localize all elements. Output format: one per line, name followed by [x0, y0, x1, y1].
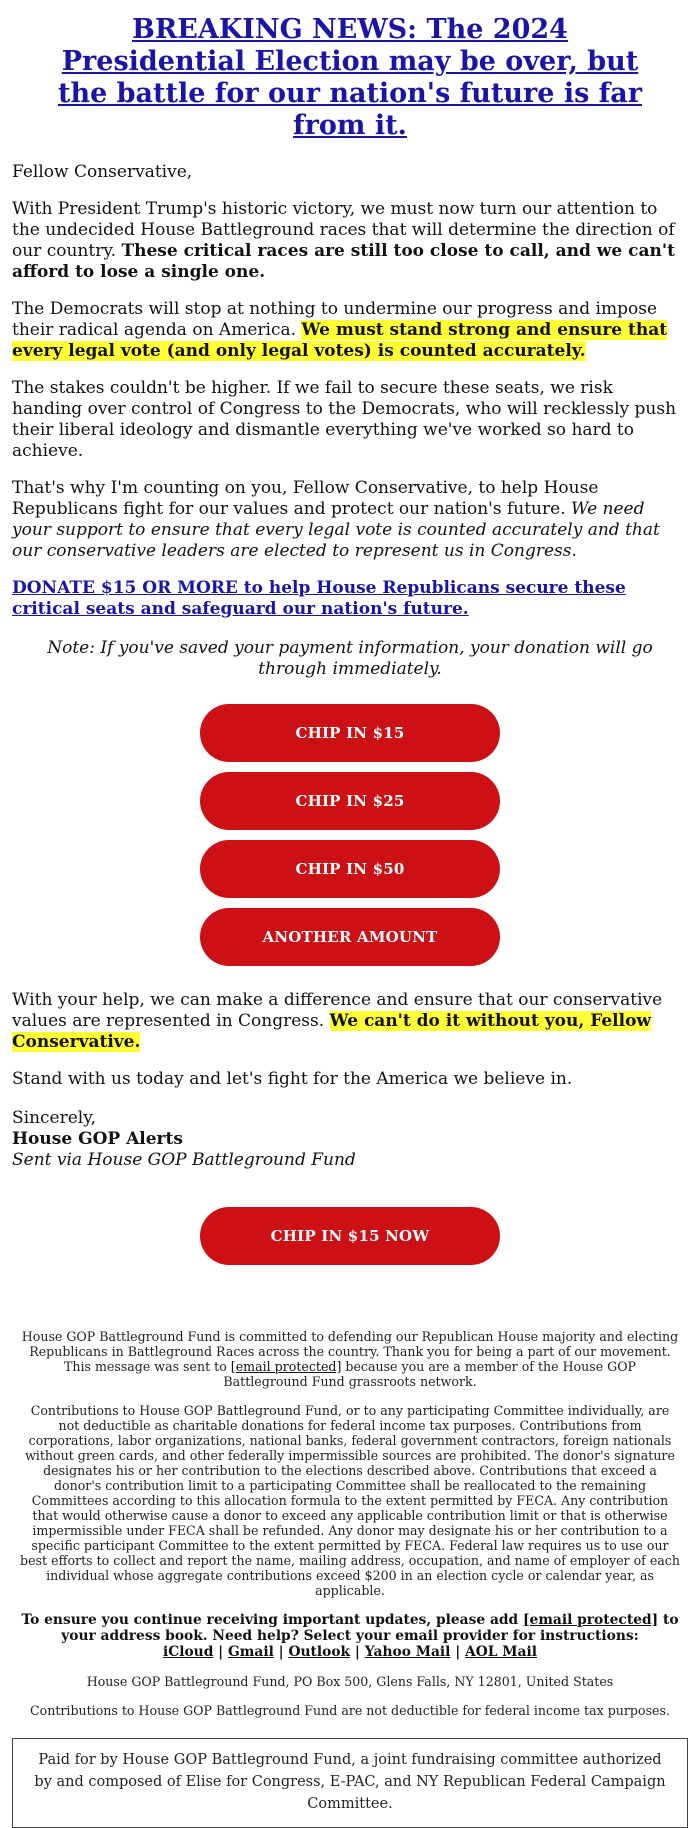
paragraph-2-text: The Democrats will stop at nothing to undermine our progress and impose their radical agenda on America.	[12, 299, 658, 340]
greeting: Fellow Conservative,	[12, 162, 193, 182]
footer-about-1: House GOP Battleground Fund is committed to defending our Republican House majority and electing Republicans in Battleground Races across the country. Thank you for being a part of our movement. This message was sent to	[21, 1329, 679, 1374]
paragraph-5	[12, 990, 688, 1053]
provider-separator: |	[213, 1644, 229, 1660]
paragraph-4-text: That's why I'm counting on you, Fellow Conservative, to help House Republicans fight for our values and protect our nation's future.	[12, 478, 599, 519]
paragraph-3: The stakes couldn't be higher. If we fail to secure these seats, we risk handing over control of Congress to the Democrats, who will recklessly push their liberal ideology and dismantle everything we've worked so hard to achieve.	[12, 378, 677, 461]
paragraph-1-bold: These critical races are still too close to call, and we can't afford to lose a single one.	[12, 241, 675, 282]
provider-link-icloud[interactable]: iCloud	[163, 1644, 214, 1660]
footer	[12, 1329, 688, 1828]
footer-address-book	[20, 1612, 680, 1660]
signoff-sub: Sent via House GOP Battleground Fund	[12, 1150, 356, 1170]
footer-email-link[interactable]: [email protected]	[230, 1359, 342, 1374]
footer-mailing-address: House GOP Battleground Fund, PO Box 500, Glens Falls, NY 12801, United States	[86, 1674, 614, 1689]
final-button-row	[12, 1207, 688, 1265]
chip-in-25-button[interactable]: CHIP IN $25	[200, 772, 500, 830]
provider-link-gmail[interactable]: Gmail	[228, 1644, 274, 1660]
provider-link-yahoo[interactable]: Yahoo Mail	[364, 1644, 451, 1660]
headline-link[interactable]: BREAKING NEWS: The 2024 Presidential Election may be over, but the battle for our nation's future is far from it.	[57, 14, 643, 141]
paragraph-5-text: With your help, we can make a difference and ensure that our conservative values are represented in Congress.	[12, 990, 663, 1031]
paragraph-5-highlight: We can't do it without you, Fellow Conservative.	[12, 1011, 652, 1052]
paragraph-2	[12, 299, 688, 362]
donate-paragraph	[12, 578, 688, 620]
paid-for-box: Paid for by House GOP Battleground Fund, a joint fundraising committee authorized by and composed of Elise for Congress, E-PAC, and NY Republican Federal Campaign Committee.	[12, 1738, 688, 1828]
provider-separator: |	[273, 1644, 289, 1660]
chip-in-15-now-button[interactable]: CHIP IN $15 NOW	[200, 1207, 500, 1265]
provider-link-aol[interactable]: AOL Mail	[465, 1644, 537, 1660]
provider-link-outlook[interactable]: Outlook	[288, 1644, 351, 1660]
paragraph-1	[12, 199, 688, 283]
donation-buttons	[12, 704, 688, 966]
another-amount-button[interactable]: ANOTHER AMOUNT	[200, 908, 500, 966]
footer-address-book-1: To ensure you continue receiving important updates, please add	[21, 1612, 524, 1628]
paragraph-6: Stand with us today and let's fight for the America we believe in.	[12, 1069, 573, 1089]
footer-legal: Contributions to House GOP Battleground Fund, or to any participating Committee individually, are not deductible as charitable donations for federal income tax purposes. Contributions from corporations, labor organizations, national banks, federal government contractors, foreign nationals without green cards, and other federally impermissible sources are prohibited. The donor's signature designates his or her contribution to the elections described above. Contributions that exceed a donor's contribution limit to a participating Committee shall be reallocated to the remaining Committees according to this allocation formula to the extent permitted by FECA. Any contribution that would otherwise cause a donor to exceed any applicable contribution limit or that is otherwise impermissible under FECA shall be refunded. Any donor may designate his or her contribution to a specific participant Committee to the extent permitted by FECA. Federal law requires us to use our best efforts to collect and report the name, mailing address, occupation, and name of employer of each individual whose aggregate contributions exceed $200 in an election cycle or calendar year, as applicable.	[20, 1403, 680, 1598]
payment-note: Note: If you've saved your payment information, your donation will go through immediately.	[47, 638, 653, 679]
signoff-closing: Sincerely,	[12, 1108, 96, 1128]
paragraph-2-highlight: We must stand strong and ensure that every legal vote (and only legal votes) is counted accurately.	[12, 320, 668, 361]
footer-address-book-2: to your address book. Need help? Select your email provider for instructions:	[61, 1612, 679, 1644]
paragraph-4	[12, 478, 688, 562]
footer-tax-note: Contributions to House GOP Battleground Fund are not deductible for federal income tax purposes.	[30, 1703, 670, 1718]
donate-link[interactable]: DONATE $15 OR MORE to help House Republicans secure these critical seats and safeguard our nation's future.	[12, 578, 626, 619]
paragraph-1-text: With President Trump's historic victory, we must now turn our attention to the undecided House Battleground races that will determine the direction of our country.	[12, 199, 675, 261]
chip-in-15-button[interactable]: CHIP IN $15	[200, 704, 500, 762]
provider-separator: |	[350, 1644, 365, 1660]
paragraph-4-italic: We need your support to ensure that every legal vote is counted accurately and that our conservative leaders are elected to represent us in Congress.	[12, 499, 660, 561]
chip-in-50-button[interactable]: CHIP IN $50	[200, 840, 500, 898]
signoff-name: House GOP Alerts	[12, 1129, 183, 1149]
email-body	[0, 14, 700, 1828]
provider-separator: |	[450, 1644, 466, 1660]
footer-about-2: because you are a member of the House GOP Battleground Fund grassroots network.	[223, 1359, 637, 1389]
footer-about	[20, 1329, 680, 1389]
footer-address-book-email-link[interactable]: [email protected]	[523, 1612, 659, 1628]
signoff	[12, 1108, 688, 1171]
